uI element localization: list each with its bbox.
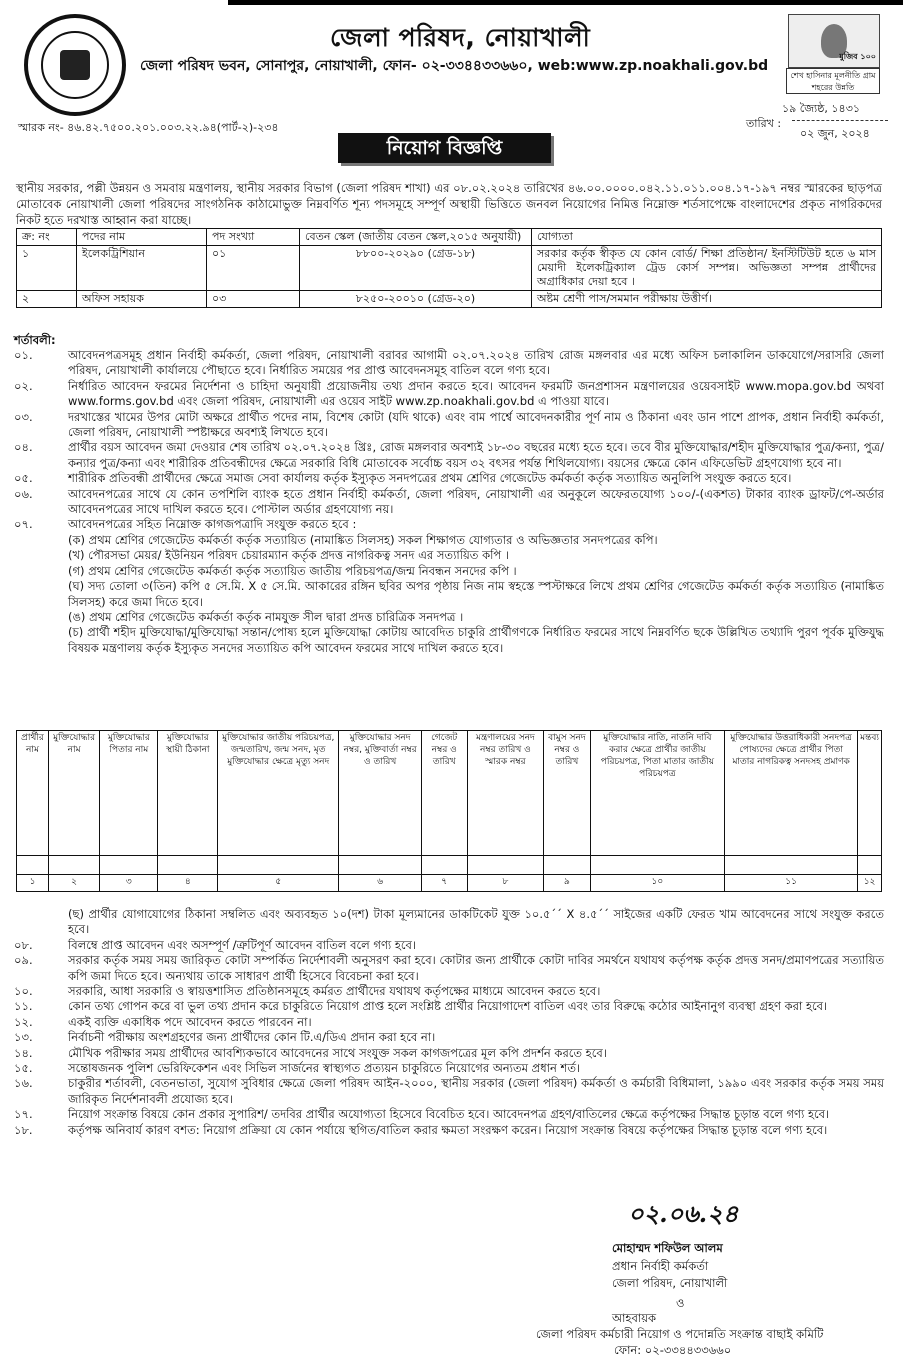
- list-item: [14, 1030, 884, 1045]
- conditions-heading: শর্তাবলী:: [14, 333, 56, 347]
- ff-header-cell: প্রার্থীর নাম: [17, 731, 49, 856]
- clause-number: ০৮.: [14, 937, 33, 952]
- clause-text: নির্ধারিত আবেদন ফরমের নির্দেশনা ও চাহিদা অনুযায়ী প্রয়োজনীয় তথ্য প্রদান করতে হবে। আবেদন ফরমটি জনপ্রশাসন মন্ত্রণালয়ের ওয়েবসাইট www.mopa.gov.bd অথবা www.forms.gov.bd এবং জেলা পরিষদ, নোয়াখালী এর ওয়েব সাইট www.zp.noakhali.gov.bd এ পাওয়া যাবে।: [68, 378, 884, 409]
- ff-column-number: ৮: [467, 875, 544, 892]
- signatory-office: জেলা পরিষদ, নোয়াখালী: [612, 1276, 728, 1290]
- post-count: ০১: [207, 246, 300, 291]
- ff-table-header: [17, 731, 882, 856]
- mujib-100-logo: মুজিব ১০০: [839, 52, 876, 61]
- list-item: [14, 440, 884, 471]
- post-serial: ২: [17, 291, 77, 308]
- ff-blank-row: [17, 856, 882, 875]
- ff-column-number: ১০: [590, 875, 725, 892]
- convener-title: আহবায়ক: [612, 1311, 657, 1325]
- list-item: [14, 1107, 884, 1122]
- posts-header-post-name: পদের নাম: [77, 229, 207, 246]
- post-pay-scale: ৮৮০০-২০২৯০ (গ্রেড-১৮): [300, 246, 532, 291]
- slogan-box: শেখ হাসিনার মূলনীতি গ্রাম শহরের উন্নতি: [786, 68, 880, 94]
- clause-number: ০২.: [14, 378, 33, 393]
- clause-text: নির্বাচনী পরীক্ষায় অংশগ্রহণের জন্য প্রার্থীদের কোন টি.এ/ডিএ প্রদান করা হবে না।: [68, 1030, 436, 1045]
- clause-text: চাকুরীর শর্তাবলী, বেতনভাতা, সুযোগ সুবিধার ক্ষেত্রে জেলা পরিষদ আইন-২০০০, স্থানীয় সরকার (জেলা পরিষদ) কর্মকর্তা ও কর্মচারী বিধিমালা, ১৯৯০ এবং সরকার কর্তৃক সময় সময় জারিকৃত নির্দেশনাবলী প্রযোজ্য হবে।: [68, 1076, 884, 1106]
- ff-column-number: ১২: [858, 875, 882, 892]
- post-serial: ১: [17, 246, 77, 291]
- signatory-name: মোহাম্মদ শফিউল আলম: [612, 1241, 723, 1255]
- ff-header-cell: মন্ত্রণালয়ের সনদ নম্বর তারিখ ও স্মারক নম্বর: [467, 731, 544, 856]
- ff-header-cell: মুক্তিযোদ্ধার নাতি, নাতনি দাবি করার ক্ষেত্রে প্রার্থীর জাতীয় পরিচয়পত্র, পিতা মাতার জাতীয় পরিচয়পত্র: [590, 731, 725, 856]
- clause-text: দরখাস্তের খামের উপর মোটা অক্ষরে প্রার্থীত পদের নাম, বিশেষ কোটা (যদি থাকে) এবং বাম পার্শ্বে আবেদনকারীর পূর্ণ নাম ও ঠিকানা এবং ডান পাশে প্রাপক, প্রধান নির্বাহী কর্মকর্তা, জেলা পরিষদ, নোয়াখালী স্পষ্টাক্ষরে অবশ্যই লিখতে হবে।: [68, 409, 884, 440]
- conjunction-text: ও: [676, 1296, 685, 1310]
- ff-header-cell: গেজেট নম্বর ও তারিখ: [421, 731, 467, 856]
- list-item: [14, 1046, 884, 1061]
- list-item: [14, 1123, 884, 1138]
- conditions-list-part1: [14, 348, 884, 656]
- post-name: অফিস সহায়ক: [77, 291, 207, 308]
- ff-header-cell: মন্তব্য: [858, 731, 882, 856]
- organization-title: জেলা পরিষদ, নোয়াখালী: [330, 23, 591, 52]
- handwritten-signature: ০২.০৬.২৪: [628, 1199, 739, 1228]
- clause-number: ০৯.: [14, 953, 33, 968]
- posts-header-pay-scale: বেতন স্কেল (জাতীয় বেতন স্কেল,২০১৫ অনুযায়ী): [300, 229, 532, 246]
- sub-item: (গ) প্রথম শ্রেণির গেজেটেড কর্মকর্তা কর্তৃক সত্যায়িত জাতীয় পরিচয়পত্র/জন্ম নিবন্ধন সনদের কপি ।: [68, 563, 517, 578]
- ff-column-number: ৯: [544, 875, 590, 892]
- clause-number: ১৭.: [14, 1107, 33, 1122]
- clause-number: ১৮.: [14, 1122, 33, 1137]
- clause-text: কোন তথ্য গোপন করে বা ভুল তথ্য প্রদান করে চাকুরিতে নিয়োগ প্রাপ্ত হলে সংশ্লিষ্ট প্রার্থীর নিয়োগাদেশ বাতিল এবং তার বিরুদ্ধে কঠোর আইনানুগ ব্যবস্থা গ্রহণ করা হবে।: [68, 999, 828, 1014]
- table-row: [17, 246, 882, 291]
- ff-header-cell: মুক্তিযোদ্ধার উত্তরাধিকারী সনদপত্র পোষ্যদের ক্ষেত্রে প্রার্থীর পিতা মাতার নাগরিকত্ব সনদসহ প্রমাণক: [725, 731, 858, 856]
- top-border-line: [228, 0, 903, 5]
- ff-column-number: ৩: [100, 875, 158, 892]
- ff-header-cell: মুক্তিযোদ্ধার জাতীয় পরিচয়পত্র, জন্মতারিখ, জন্ম সনদ, মৃত মুক্তিযোদ্ধার ক্ষেত্রে মৃত্যু সনদ: [218, 731, 339, 856]
- clause-number: ০৫.: [14, 471, 33, 486]
- date-english: ০২ জুন, ২০২৪: [800, 127, 870, 140]
- sub-item: (খ) পৌরসভা মেয়র/ ইউনিয়ন পরিষদ চেয়ারম্যান কর্তৃক প্রদত্ত নাগরিকত্ব সনদ এর সত্যায়িত কপি ।: [68, 548, 509, 563]
- committee-phone: ফোন: ০২-৩৩৪৪৩৩৬৬০: [614, 1343, 732, 1357]
- leader-portrait-image: [788, 14, 880, 68]
- clause-text: কর্তৃপক্ষ অনিবার্য কারণ বশত: নিয়োগ প্রক্রিয়া যে কোন পর্যায়ে স্থগিত/বাতিল করার ক্ষমতা সংরক্ষণ করেন। নিয়োগ সংক্রান্ত বিষয়ে কর্তৃপক্ষের সিদ্ধান্ত চূড়ান্ত বলে গণ্য হবে।: [68, 1122, 828, 1137]
- ff-number-row: [17, 875, 882, 892]
- sub-item: (ক) প্রথম শ্রেণির গেজেটেড কর্মকর্তা কর্তৃক সত্যায়িত (নামাঙ্কিত সিলসহ) সকল শিক্ষাগত যোগ্যতার ও অভিজ্ঞতার সনদপত্রের কপি।: [68, 532, 658, 547]
- clause-number: ১৫.: [14, 1061, 33, 1076]
- clause-text: আবেদনপত্রসমূহ প্রধান নির্বাহী কর্মকর্তা, জেলা পরিষদ, নোয়াখালী বরাবর আগামী ০২.০৭.২০২৪ তারিখ রোজ মঙ্গলবার এর মধ্যে অফিস চলাকালিন ডাকযোগে/সরাসরি জেলা পরিষদ, নোয়াখালী কার্যালয়ে পৌছাতে হবে। নির্ধারিত সময়ের পর প্রাপ্ত আবেদনসমূহ বাতিল বলে গণ্য হবে।: [68, 348, 884, 378]
- post-count: ০৩: [207, 291, 300, 308]
- sub-item: (ঙ) প্রথম শ্রেণির গেজেটেড কর্মকর্তা কর্তৃক নামযুক্ত সীল দ্বারা প্রদত্ত চারিত্রিক সনদপত্র ।: [68, 609, 464, 624]
- organization-address: জেলা পরিষদ ভবন, সোনাপুর, নোয়াখালী, ফোন- ০২-৩৩৪৪৩৩৬৬০, web:www.zp.noakhali.gov.bd: [140, 58, 769, 74]
- sub-item: (ছ) প্রার্থীর যোগাযোগের ঠিকানা সম্বলিত এবং অব্যবহৃত ১০(দশ) টাকা মূল্যমানের ডাকটিকেট যুক্ত ১০.৫´´ X ৪.৫´´ সাইজের একটি ফেরত খাম আবেদনের সাথে সংযুক্ত করতে হবে।: [68, 907, 884, 937]
- date-bangla: ১৯ জ্যৈষ্ঠ, ১৪৩১: [782, 102, 860, 115]
- list-item: [14, 984, 884, 999]
- list-item: [14, 348, 884, 379]
- freedom-fighter-info-table: [16, 730, 882, 892]
- ff-column-number: ১১: [725, 875, 858, 892]
- clause-number: ০৬.: [14, 486, 33, 501]
- ff-column-number: ৬: [339, 875, 421, 892]
- list-item: [14, 379, 884, 410]
- clause-text: সরকারি, আধা সরকারি ও স্বায়ত্তশাসিত প্রতিষ্ঠানসমূহে কর্মরত প্রার্থীদের যথাযথ কর্তৃপক্ষের মাধ্যমে আবেদন করতে হবে।: [68, 984, 601, 999]
- clause-number: ১০.: [14, 984, 33, 999]
- list-item: [14, 999, 884, 1014]
- clause-number: ১৩.: [14, 1030, 33, 1045]
- zila-parishad-seal-logo: [24, 14, 126, 116]
- posts-table-header: [17, 229, 882, 246]
- clause-text: সরকার কর্তৃক সময় সময় জারিকৃত কোটা সম্পর্কিত নির্দেশাবলী অনুসরণ করা হবে। কোটার জন্য প্রার্থীকে কোটা দাবির সমর্থনে যথাযথ কর্তৃপক্ষ কর্তৃক প্রদত্ত সনদ/প্রমাণপত্রের সত্যায়িত কপি জমা দিতে হবে। অন্যথায় তাকে সাধারণ প্রার্থী হিসেবে বিবেচনা করা হবে।: [68, 953, 884, 983]
- clause-number: ১৬.: [14, 1076, 33, 1091]
- clause-text: সন্তোষজনক পুলিশ ভেরিফিকেশন এবং সিভিল সার্জনের স্বাস্থ্যগত প্রত্যয়ন চাকুরিতে নিয়োগের অন্যতম প্রধান শর্ত।: [68, 1061, 581, 1076]
- ff-header-cell: মুক্তিযোদ্ধার সনদ নম্বর, মুক্তিবার্তা নম্বর ও তারিখ: [339, 731, 421, 856]
- list-item: [14, 1076, 884, 1107]
- clause-text: একই ব্যক্তি একাধিক পদে আবেদন করতে পারবেন না।: [68, 1014, 312, 1029]
- clause-number: ০৭.: [14, 517, 33, 532]
- ff-header-cell: মুক্তিযোদ্ধার পিতার নাম: [100, 731, 158, 856]
- list-item: [14, 471, 884, 486]
- list-item: [14, 938, 884, 953]
- date-separator: [792, 120, 888, 121]
- clause-number: ০৩.: [14, 409, 33, 424]
- clause-number: ০৪.: [14, 440, 33, 455]
- post-pay-scale: ৮২৫০-২০০১০ (গ্রেড-২০): [300, 291, 532, 308]
- list-item: [14, 410, 884, 441]
- signatory-designation: প্রধান নির্বাহী কর্মকর্তা: [612, 1258, 709, 1273]
- posts-header-post-count: পদ সংখ্যা: [207, 229, 300, 246]
- ff-header-cell: মুক্তিযোদ্ধার স্থায়ী ঠিকানা: [158, 731, 218, 856]
- list-item: [14, 1061, 884, 1076]
- conditions-list-part2: [14, 907, 884, 1138]
- clause-number: ১১.: [14, 999, 33, 1014]
- post-name: ইলেকট্রিশিয়ান: [77, 246, 207, 291]
- ff-column-number: ৪: [158, 875, 218, 892]
- clause-text: মৌখিক পরীক্ষার সময় প্রার্থীদের আবশ্যিকভাবে আবেদনের সাথে সংযুক্ত সকল কাগজপত্রের মূল কপি প্রদর্শন করতে হবে।: [68, 1045, 607, 1060]
- list-item: [14, 487, 884, 518]
- post-qualification: সরকার কর্তৃক স্বীকৃত যে কোন বোর্ড/ শিক্ষা প্রতিষ্ঠান/ ইনস্টিটিউট হতে ৬ মাস মেয়াদী ইলেকট্রিক্যাল ট্রেড কোর্স সম্পন্ন। অভিজ্ঞতা সম্পন্ন প্রার্থীদের অগ্রাধিকার দেয়া হবে ।: [532, 246, 882, 291]
- clause-text: আবেদনপত্রের সাথে যে কোন তপশিলি ব্যাংক হতে প্রধান নির্বাহী কর্মকর্তা, জেলা পরিষদ, নোয়াখালী এর অনুকূলে অফেরতযোগ্য ১০০/-(একশত) টাকার ব্যাংক ড্রাফট/পে-অর্ডার আবেদনপত্রের সাথে দাখিল করতে হবে। পোস্টাল অর্ডার গ্রহণযোগ্য নয়।: [68, 486, 884, 517]
- clause-text: বিলম্বে প্রাপ্ত আবেদন এবং অসম্পূর্ণ /ত্রুটিপূর্ণ আবেদন বাতিল বলে গণ্য হবে।: [68, 937, 417, 952]
- sub-item: (ঘ) সদ্য তোলা ৩(তিন) কপি ৫ সে.মি. X ৫ সে.মি. আকারের রঙ্গিন ছবির অপর পৃষ্ঠায় নিজ নাম স্বহস্তে স্পস্টাক্ষরে লিখে প্রথম শ্রেণির গেজেটেড কর্মকর্তা কর্তৃক সত্যায়িত (নামাঙ্কিত সিলসহ) করে জমা দিতে হবে।: [68, 579, 884, 609]
- ff-column-number: ৭: [421, 875, 467, 892]
- ff-column-number: ১: [17, 875, 49, 892]
- intro-paragraph: স্থানীয় সরকার, পল্লী উন্নয়ন ও সমবায় মন্ত্রণালয়, স্থানীয় সরকার বিভাগ (জেলা পরিষদ শাখা) এর ০৮.০২.২০২৪ তারিখের ৪৬.০০.০০০০.০৪২.১১.০১১.০০৪.১৭-১৯৭ নম্বর স্মারকের ছাড়পত্র মোতাবেক নোয়াখালী জেলা পরিষদের সাংগঠনিক কাঠামোভুক্ত নিম্নবর্ণিত শূন্য পদসমূহে সম্পূর্ণ অস্থায়ী ভিত্তিতে জনবল নিয়োগের নিমিত্ত নিম্নোক্ত শর্তসাপেক্ষে বাংলাদেশের প্রকৃত নাগরিকদের নিকট হতে দরখাস্ত আহ্বান করা যাচ্ছে।: [16, 181, 882, 227]
- sub-item: (চ) প্রার্থী শহীদ মুক্তিযোদ্ধা/মুক্তিযোদ্ধা সন্তান/পোষ্য হলে মুক্তিযোদ্ধা কোটায় আবেদিত চাকুরি প্রার্থীগণকে নির্ধারিত ফরমের সাথে নিম্নবর্ণিত ছকে উল্লিখিত তথ্যাদি পুরণ পূর্বক মুক্তিযুদ্ধ বিষয়ক মন্ত্রণালয় কর্তৃক ইস্যুকৃত সনদের সত্যায়িত কপি আবেদন ফরমের সাথে দাখিল করতে হবে।: [68, 625, 884, 655]
- post-qualification: অষ্টম শ্রেণী পাস/সমমান পরীক্ষায় উত্তীর্ণ।: [532, 291, 882, 308]
- posts-header-serial: ক্র: নং: [17, 229, 77, 246]
- clause-number: ১২.: [14, 1014, 33, 1029]
- list-item: [14, 953, 884, 984]
- date-label: তারিখ :: [746, 117, 782, 130]
- notice-title: নিয়োগ বিজ্ঞপ্তি: [338, 133, 551, 163]
- clause-text: নিয়োগ সংক্রান্ত বিষয়ে কোন প্রকার সুপারিশ/ তদবির প্রার্থীর অযোগ্যতা হিসেবে বিবেচিত হবে। আবেদনপত্র গ্রহণ/বাতিলের ক্ষেত্রে কর্তৃপক্ষের সিদ্ধান্ত চূড়ান্ত বলে গণ্য হবে।: [68, 1107, 830, 1122]
- committee-block: [536, 1310, 823, 1358]
- clause-text: প্রার্থীর বয়স আবেদন জমা দেওয়ার শেষ তারিখ ০২.০৭.২০২৪ খ্রিঃ, রোজ মঙ্গলবার অবশ্যই ১৮-৩০ বছরের মধ্যে হতে হবে। তবে বীর মুক্তিযোদ্ধার/শহীদ মুক্তিযোদ্ধার পুত্র/কন্যা, পুত্র/কন্যার পুত্র/কন্যা এবং শারীরিক প্রতিবন্ধীদের ক্ষেত্রে সরকারি বিধি মোতাবেক সর্বোচ্চ বয়স ৩২ বৎসর পর্যন্ত শিথিলযোগ্য। বয়সের ক্ষেত্রে কোন এফিডেভিট গ্রহণযোগ্য হবে না।: [68, 440, 884, 470]
- committee-name: জেলা পরিষদ কর্মচারী নিয়োগ ও পদোন্নতি সংক্রান্ত বাছাই কমিটি: [536, 1327, 824, 1341]
- clause-number: ১৪.: [14, 1045, 33, 1060]
- clause-number: ০১.: [14, 348, 33, 362]
- clause-text: আবেদনপত্রের সহিত নিম্নোক্ত কাগজপত্রাদি সংযুক্ত করতে হবে :: [68, 517, 357, 532]
- posts-header-qualification: যোগ্যতা: [532, 229, 882, 246]
- ff-column-number: ৫: [218, 875, 339, 892]
- clause-text: শারীরিক প্রতিবন্ধী প্রার্থীদের ক্ষেত্রে সমাজ সেবা কার্যালয় কর্তৃক ইস্যুকৃত সনদপত্রের প্রথম শ্রেণির গেজেটেড কর্মকর্তা কর্তৃক সত্যায়িত অনুলিপি সংযুক্ত করতে হবে।: [68, 471, 792, 486]
- list-item: [14, 517, 884, 532]
- signatory-block: [612, 1240, 727, 1293]
- list-item: [14, 1015, 884, 1030]
- ff-header-cell: বামুস সনদ নম্বর ও তারিখ: [544, 731, 590, 856]
- table-row: [17, 291, 882, 308]
- memo-number: স্মারক নং- ৪৬.৪২.৭৫০০.২০১.০০৩.২২.৯৪(পার্ট-২)-২৩৪: [18, 121, 279, 134]
- posts-table: [16, 228, 882, 308]
- ff-column-number: ২: [49, 875, 100, 892]
- ff-header-cell: মুক্তিযোদ্ধার নাম: [49, 731, 100, 856]
